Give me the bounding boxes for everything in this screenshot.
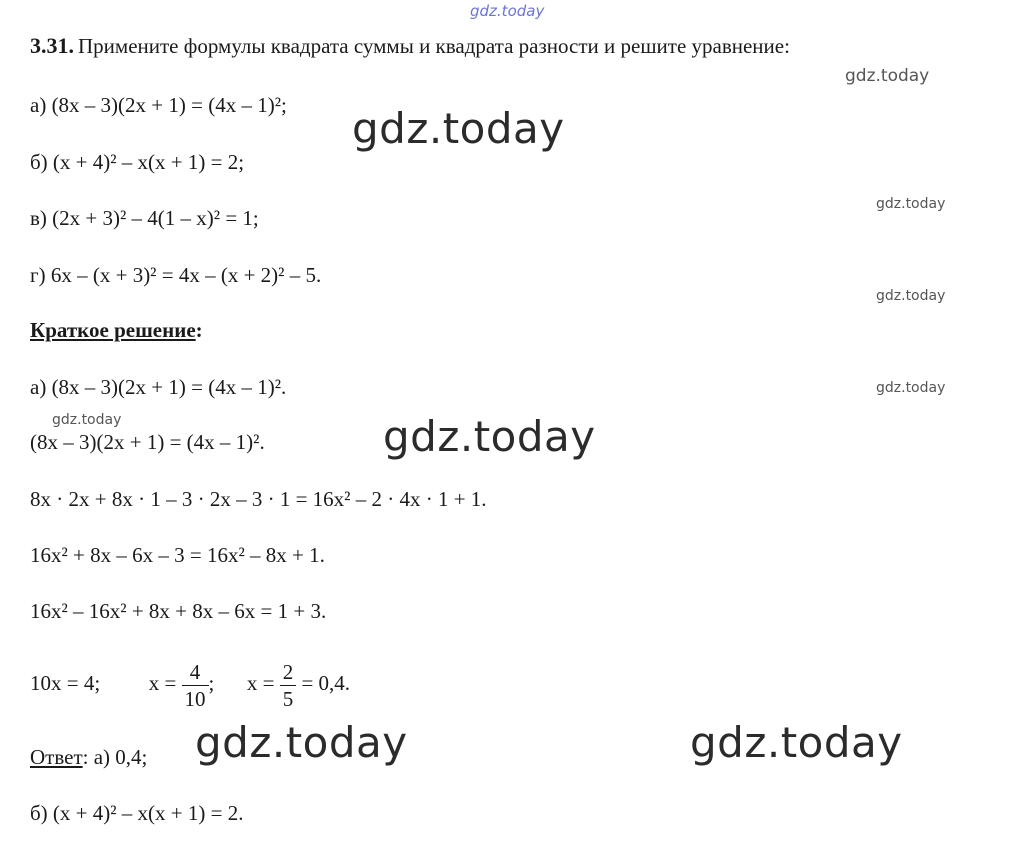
solution-heading: Краткое решение (30, 318, 196, 342)
fraction-2-numerator: 2 (280, 659, 297, 686)
task-item-a: а) (8x – 3)(2x + 1) = (4x – 1)²; (30, 93, 287, 117)
solution-line-2: (8x – 3)(2x + 1) = (4x – 1)². (30, 430, 265, 454)
fraction-2 (280, 659, 297, 712)
solution-line-4: 16x² + 8x – 6x – 3 = 16x² – 8x + 1. (30, 543, 325, 567)
watermark-top: gdz.today (470, 2, 545, 20)
solution-line-3: 8x · 2x + 8x · 1 – 3 · 2x – 3 · 1 = 16x² – 2 · 4x · 1 + 1. (30, 487, 487, 511)
task-item-b: б) (x + 4)² – x(x + 1) = 2; (30, 150, 245, 174)
watermark-small-2: gdz.today (876, 196, 946, 212)
answer-value: : а) 0,4; (82, 745, 148, 769)
fraction-1-denominator: 10 (184, 686, 206, 711)
task-item-g: г) 6x – (x + 3)² = 4x – (x + 2)² – 5. (30, 263, 322, 287)
solution-final-line (30, 655, 350, 712)
solution-line-5: 16x² – 16x² + 8x + 8x – 6x = 1 + 3. (30, 599, 327, 623)
solution-heading-row (30, 318, 203, 343)
fraction-1-numerator: 4 (182, 659, 209, 686)
watermark-small-4: gdz.today (876, 380, 946, 396)
solution-line-1: а) (8x – 3)(2x + 1) = (4x – 1)². (30, 375, 287, 399)
watermark-large-4: gdz.today (690, 718, 903, 767)
task-item-v: в) (2x + 3)² – 4(1 – x)² = 1; (30, 206, 259, 230)
final-part-2-suffix: ; (208, 671, 215, 695)
task-number: 3.31. (30, 33, 74, 58)
task-header (30, 33, 790, 59)
watermark-large-3: gdz.today (195, 718, 408, 767)
watermark-large-2: gdz.today (383, 412, 596, 461)
solution-heading-colon: : (195, 318, 203, 342)
answer-row (30, 745, 147, 769)
watermark-small-1: gdz.today (845, 66, 930, 86)
watermark-small-5: gdz.today (52, 412, 122, 428)
watermark-large-1: gdz.today (352, 104, 565, 153)
final-part-3-prefix: x = (246, 671, 275, 695)
final-part-1: 10x = 4; (30, 671, 101, 695)
final-part-3-suffix: = 0,4. (301, 671, 351, 695)
fraction-2-denominator: 5 (282, 686, 294, 711)
task-text: Примените формулы квадрата суммы и квадрата разности и решите уравнение: (78, 34, 790, 58)
final-part-2-prefix: x = (148, 671, 177, 695)
watermark-small-3: gdz.today (876, 288, 946, 304)
answer-label: Ответ (30, 745, 83, 769)
solution-next-line: б) (x + 4)² – x(x + 1) = 2. (30, 801, 244, 825)
fraction-1 (182, 659, 209, 712)
